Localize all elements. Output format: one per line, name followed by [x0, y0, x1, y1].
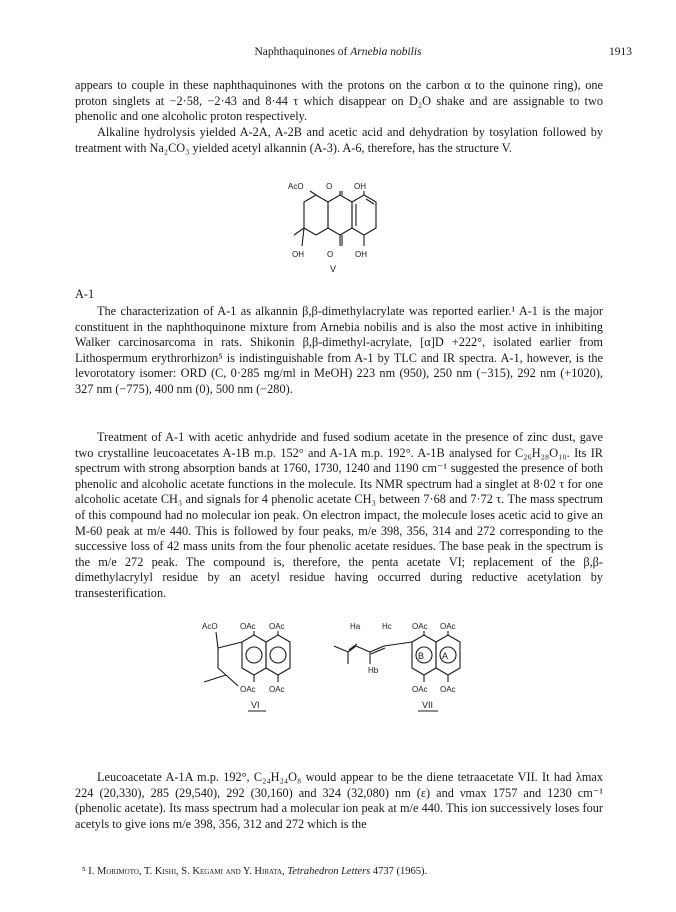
struct-vii-sub-hc: Hc — [382, 622, 392, 631]
struct-vi-sub-aco: AcO — [202, 622, 218, 631]
struct-v-ring-left — [304, 195, 328, 235]
struct-vii-sub-oac-4: OAc — [440, 685, 456, 694]
struct-vi-sub-oac-1: OAc — [240, 622, 256, 631]
struct-vii-sub-oac-3: OAc — [412, 685, 428, 694]
paragraph-leucoacetate-a1a: Leucoacetate A-1A m.p. 192°, C₂₄H₂₄O₈ would appear to be the diene tetraacetate VII. It had λmax 224 (20,330), 285 (29,540), 292 (30,160) and 324 (32,080) nm (ε) and νmax 1757 and 1230 cm⁻¹ (phenolic acetate). Its mass spectrum had a molecular ion peak at m/e 440. This ion successively loses four acetyls to give ions m/e 398, 356, 312 and 272 which is the — [75, 770, 603, 831]
paragraph-continuation: appears to couple in these naphthaquinones with the protons on the carbon α to the quinone ring), one proton singlets at −2·58, −2·43 and 8·44 τ which disappear on D₂O shake and are assignable to two phenolic and one alcoholic proton respectively. — [75, 78, 603, 124]
struct-v-sub-o-bottom: O — [327, 250, 334, 259]
struct-v-sub-o-top: O — [326, 182, 333, 191]
footnote-journal: Tetrahedron Letters — [287, 866, 371, 877]
struct-vii-label: VII — [422, 700, 434, 710]
struct-v-label: V — [330, 264, 337, 274]
struct-vii-sub-ha: Ha — [350, 622, 361, 631]
structure-vii — [330, 620, 500, 720]
paragraph-a1-characterization: The characterization of A-1 as alkannin β,β-dimethylacrylate was reported earlier.¹ A-1 is the major constituent in the naphthoquinone mixture from Arnebia nobilis and is also the most active in inhibiting Walker carcinosarcoma in rats. Shikonin β,β-dimethyl-acrylate, [α]D +222°, isolated earlier from Lithospermum erythrorhizon⁵ is indistinguishable from A-1 by TLC and IR spectra. A-1, however, is the levorotatory isomer: ORD (C, 0·285 mg/ml in MeOH) 223 nm (950), 250 nm (−315), 292 nm (+1020), 327 nm (−775), 400 nm (0), 500 nm (−280). — [75, 304, 603, 396]
struct-vi-sub-oac-2: OAc — [269, 622, 285, 631]
footnote: ⁵ I. Morimoto, T. Kishi, S. Kegami and Y. Hirata, Tetrahedron Letters 4737 (1965). — [82, 866, 428, 877]
struct-vii-sub-hb: Hb — [368, 666, 379, 675]
struct-vi-label: VI — [251, 700, 260, 710]
struct-v-sub-oh-top: OH — [354, 182, 366, 191]
struct-vii-ring-label-b: B — [418, 651, 425, 661]
structure-v — [282, 180, 412, 280]
struct-vii-ring-label-a: A — [442, 651, 449, 661]
struct-v-sub-oh-ring: OH — [292, 250, 304, 259]
page-number: 1913 — [609, 46, 632, 58]
running-header — [0, 46, 676, 62]
struct-vi-sub-oac-3: OAc — [240, 685, 256, 694]
paragraph-leucoacetates: Treatment of A-1 with acetic anhydride and fused sodium acetate in the presence of zinc dust, gave two crystalline leucoacetates A-1B m.p. 152° and A-1A m.p. 192°. A-1B analysed for C₂₆H₂₈O₁₀. Its IR spectrum with strong absorption bands at 1760, 1730, 1240 and 1190 cm⁻¹ suggested the presence of both phenolic and alcoholic acetate functions in the molecule. Its NMR spectrum had a singlet at 8·02 τ for one alcoholic acetate CH₃ and signals for 4 phenolic acetate CH₃ between 7·68 and 7·72 τ. The mass spectrum of this compound had no molecular ion peak. On electron impact, the molecule loses acetic acid to give an M-60 peak at m/e 440. This is followed by four peaks, m/e 398, 356, 314 and 272 corresponding to the successive loss of 42 mass units from the four phenolic acetate residues. The base peak in the spectrum is the m/e 272 peak. The compound is, therefore, the penta acetate VI; replacement of the β,β-dimethylacrylyl residue by an acetyl residue having occurred during reductive acetylation by transesterification. — [75, 430, 603, 600]
footnote-ref: 4737 (1965). — [372, 866, 428, 877]
struct-vii-sub-oac-2: OAc — [440, 622, 456, 631]
struct-v-sub-aco: AcO — [288, 182, 304, 191]
struct-vi-sub-oac-4: OAc — [269, 685, 285, 694]
structure-vi — [196, 620, 336, 720]
header-title: Naphthaquinones of Arnebia nobilis — [254, 46, 422, 58]
paragraph-hydrolysis: Alkaline hydrolysis yielded A-2A, A-2B and acetic acid and dehydration by tosylation followed by treatment with Na₂CO₃ yielded acetyl alkannin (A-3). A-6, therefore, has the structure V. — [75, 125, 603, 155]
struct-v-sub-oh-bottom: OH — [355, 250, 367, 259]
struct-v-ring-middle — [328, 195, 352, 235]
struct-vii-sub-oac-1: OAc — [412, 622, 428, 631]
footnote-authors: I. Morimoto, T. Kishi, S. Kegami and Y. Hirata, — [88, 866, 285, 877]
section-label-a1: A-1 — [75, 287, 95, 301]
